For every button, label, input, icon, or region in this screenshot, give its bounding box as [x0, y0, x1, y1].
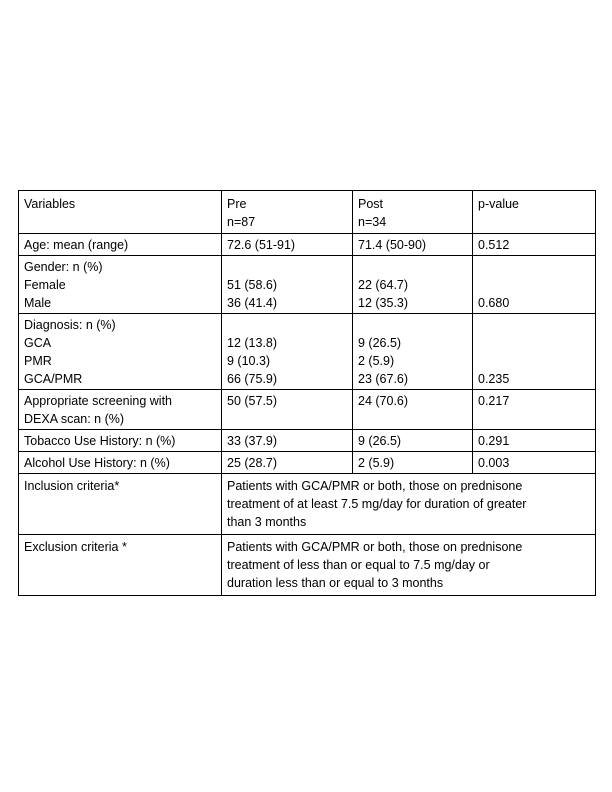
gender-labels	[19, 256, 222, 314]
inclusion-line2: treatment of at least 7.5 mg/day for duration of greater	[227, 497, 527, 511]
table-row-dexa	[19, 390, 596, 430]
exclusion-line2: treatment of less than or equal to 7.5 mg/day or	[227, 558, 490, 572]
dexa-label-line2: DEXA scan: n (%)	[24, 412, 125, 426]
tobacco-pvalue: 0.291	[473, 430, 596, 452]
diagnosis-pre	[222, 314, 353, 390]
diagnosis-labels	[19, 314, 222, 390]
gender-post	[353, 256, 473, 314]
patient-characteristics-table	[18, 190, 596, 596]
diagnosis-both-label: GCA/PMR	[24, 372, 83, 386]
table-row-inclusion	[19, 474, 596, 535]
header-pvalue: p-value	[473, 191, 596, 234]
diagnosis-gca-pre: 12 (13.8)	[227, 336, 278, 350]
diagnosis-pvalue: 0.235	[478, 372, 510, 386]
gender-female-label: Female	[24, 278, 66, 292]
diagnosis-pvalue-cell	[473, 314, 596, 390]
alcohol-post: 2 (5.9)	[353, 452, 473, 474]
exclusion-line1: Patients with GCA/PMR or both, those on prednisone	[227, 540, 523, 554]
table-row-exclusion	[19, 535, 596, 596]
header-post-n: n=34	[358, 215, 387, 229]
exclusion-label: Exclusion criteria *	[19, 535, 222, 596]
gender-male-post: 12 (35.3)	[358, 296, 409, 310]
table-row-tobacco	[19, 430, 596, 452]
diagnosis-both-post: 23 (67.6)	[358, 372, 409, 386]
diagnosis-pmr-label: PMR	[24, 354, 52, 368]
header-pre-n: n=87	[227, 215, 256, 229]
diagnosis-both-pre: 66 (75.9)	[227, 372, 278, 386]
diagnosis-label: Diagnosis: n (%)	[24, 318, 116, 332]
header-variables: Variables	[19, 191, 222, 234]
header-post: Post n=34	[353, 191, 473, 234]
exclusion-criteria-text	[222, 535, 596, 596]
diagnosis-pmr-post: 2 (5.9)	[358, 354, 395, 368]
alcohol-pvalue: 0.003	[473, 452, 596, 474]
age-post: 71.4 (50-90)	[353, 234, 473, 256]
inclusion-criteria-text	[222, 474, 596, 535]
dexa-label-cell	[19, 390, 222, 430]
gender-label: Gender: n (%)	[24, 260, 103, 274]
gender-female-pre: 51 (58.6)	[227, 278, 278, 292]
table-header-row	[19, 191, 596, 234]
age-pre: 72.6 (51-91)	[222, 234, 353, 256]
dexa-post: 24 (70.6)	[353, 390, 473, 430]
age-pvalue: 0.512	[473, 234, 596, 256]
dexa-label-line1: Appropriate screening with	[24, 394, 172, 408]
diagnosis-gca-label: GCA	[24, 336, 52, 350]
gender-male-label: Male	[24, 296, 52, 310]
gender-female-post: 22 (64.7)	[358, 278, 409, 292]
inclusion-label: Inclusion criteria*	[19, 474, 222, 535]
table-row-alcohol	[19, 452, 596, 474]
header-pre: Pre n=87	[222, 191, 353, 234]
table-row-diagnosis	[19, 314, 596, 390]
dexa-pvalue: 0.217	[473, 390, 596, 430]
dexa-pre: 50 (57.5)	[222, 390, 353, 430]
inclusion-line1: Patients with GCA/PMR or both, those on prednisone	[227, 479, 523, 493]
tobacco-label: Tobacco Use History: n (%)	[19, 430, 222, 452]
table-row-gender	[19, 256, 596, 314]
alcohol-label: Alcohol Use History: n (%)	[19, 452, 222, 474]
gender-male-pre: 36 (41.4)	[227, 296, 278, 310]
diagnosis-gca-post: 9 (26.5)	[358, 336, 402, 350]
table-row-age	[19, 234, 596, 256]
gender-pvalue-cell	[473, 256, 596, 314]
diagnosis-pmr-pre: 9 (10.3)	[227, 354, 271, 368]
inclusion-line3: than 3 months	[227, 515, 307, 529]
tobacco-pre: 33 (37.9)	[222, 430, 353, 452]
gender-pvalue: 0.680	[478, 296, 510, 310]
tobacco-post: 9 (26.5)	[353, 430, 473, 452]
diagnosis-post	[353, 314, 473, 390]
exclusion-line3: duration less than or equal to 3 months	[227, 576, 444, 590]
alcohol-pre: 25 (28.7)	[222, 452, 353, 474]
gender-pre	[222, 256, 353, 314]
age-label: Age: mean (range)	[19, 234, 222, 256]
